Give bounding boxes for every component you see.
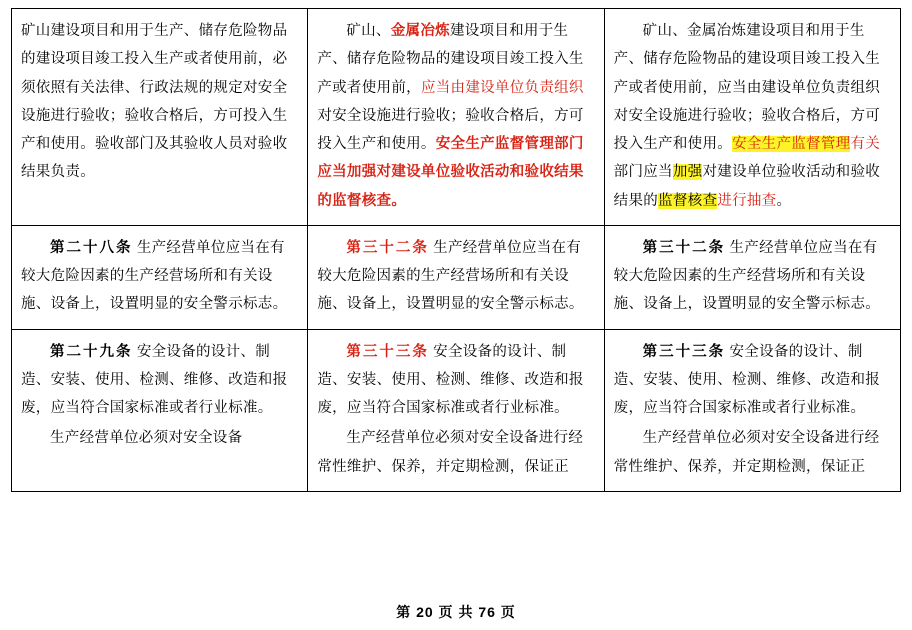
text-run: 第三十三条 [642, 343, 726, 360]
cell-left-row3 [12, 329, 308, 491]
page-footer [0, 602, 912, 622]
paragraph [21, 17, 298, 187]
text-run: 安全生产监督管理部门应当加强对建设单位验收活动和验收结果的监督核查。 [317, 136, 584, 209]
text-run: 生产经营单位必须对安全设备 [50, 430, 243, 447]
text-run: 安全设备的设计、制造、安装、使用、检测、维修、改造和报废，应当符合国家标准或者行业标准。 [21, 343, 288, 417]
text-run: 生产经营单位应当在有较大危险因素的生产经营场所和有关设施、设备上，设置明显的安全警示标志。 [613, 239, 881, 313]
text-run: 进行抽查 [717, 192, 777, 209]
paragraph [21, 424, 298, 452]
table-body [12, 9, 901, 492]
table-row [12, 329, 901, 491]
text-run: 建设项目和用于生产、储存危险物品的建设项目竣工投入生产或者使用前， [317, 23, 584, 96]
text-run: 第三十三条 [346, 343, 429, 360]
cell-right-row2 [604, 225, 900, 329]
text-run: 矿山建设项目和用于生产、储存危险物品的建设项目竣工投入生产或者使用前，必须依照有关法律、行政法规的规定对安全设施进行验收；验收合格后，方可投入生产和使用。验收部门及其验收人员对验收结果负责。 [21, 23, 288, 181]
document-page [0, 8, 912, 630]
text-run: 安全生产监督管理 [732, 136, 851, 153]
paragraph [317, 17, 594, 215]
paragraph [21, 338, 298, 423]
text-run: 第三十二条 [346, 239, 429, 256]
cell-middle-row2 [308, 225, 604, 329]
text-run: 有关 [850, 136, 881, 153]
text-run: 第二十八条 [50, 239, 133, 256]
paragraph [614, 17, 891, 215]
paragraph [614, 234, 891, 319]
text-run: 生产经营单位应当在有较大危险因素的生产经营场所和有关设施、设备上，设置明显的安全警示标志。 [317, 239, 584, 313]
paragraph [614, 338, 891, 423]
paragraph [317, 338, 594, 423]
paragraph [317, 234, 594, 319]
paragraph [317, 424, 594, 481]
cell-left-row1 [12, 9, 308, 226]
text-run: 。 [776, 192, 792, 209]
cell-right-row3 [604, 329, 900, 491]
comparison-table [11, 8, 901, 492]
paragraph [614, 424, 891, 481]
text-run: 对建设单位验收活动和验收结果的 [613, 164, 881, 209]
table-row [12, 9, 901, 226]
text-run: 生产经营单位应当在有较大危险因素的生产经营场所和有关设施、设备上，设置明显的安全警示标志。 [21, 239, 288, 313]
text-run: 生产经营单位必须对安全设备进行经常性维护、保养，并定期检测，保证正 [317, 430, 584, 475]
text-run: 监督核查 [658, 192, 718, 209]
text-run: 金属冶炼 [390, 23, 450, 39]
cell-middle-row3 [308, 329, 604, 491]
text-run: 第二十九条 [50, 343, 133, 360]
cell-middle-row1 [308, 9, 604, 226]
paragraph [21, 234, 298, 319]
text-run: 生产经营单位必须对安全设备进行经常性维护、保养，并定期检测，保证正 [613, 430, 880, 475]
text-run: 部门应当 [613, 164, 673, 181]
table-row [12, 225, 901, 329]
text-run: 安全设备的设计、制造、安装、使用、检测、维修、改造和报废，应当符合国家标准或者行业标准。 [613, 343, 881, 417]
footer-text: 第 20 页 共 76 页 [396, 604, 516, 620]
text-run: 第三十二条 [642, 239, 726, 256]
text-run: 加强 [672, 164, 703, 181]
cell-left-row2 [12, 225, 308, 329]
text-run: 对安全设施进行验收；验收合格后，方可投入生产和使用。 [317, 107, 584, 153]
text-run: 应当由建设单位负责组织 [420, 79, 584, 96]
text-run: 安全设备的设计、制造、安装、使用、检测、维修、改造和报废，应当符合国家标准或者行业标准。 [317, 343, 584, 417]
text-run: 矿山、金属冶炼建设项目和用于生产、储存危险物品的建设项目竣工投入生产或者使用前，应当由建设单位负责组织对安全设施进行验收；验收合格后，方可投入生产和使用。 [613, 23, 881, 153]
cell-right-row1 [604, 9, 900, 226]
text-run: 矿山、 [346, 23, 391, 39]
